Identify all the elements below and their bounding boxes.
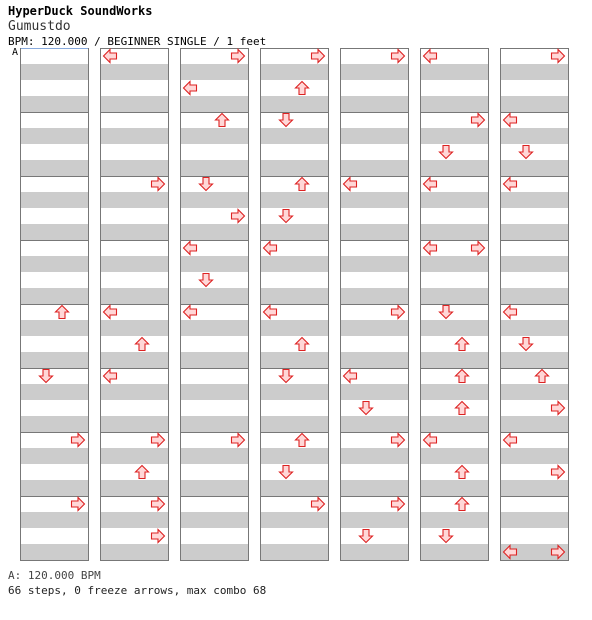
beat-stripe bbox=[420, 64, 488, 80]
bpm-summary: A: 120.000 BPM bbox=[8, 569, 101, 582]
beat-stripe bbox=[20, 352, 88, 368]
left-arrow-icon bbox=[424, 178, 437, 191]
right-arrow-icon bbox=[152, 178, 165, 191]
left-arrow-icon bbox=[184, 242, 197, 255]
beat-stripe bbox=[180, 192, 248, 208]
up-arrow-icon bbox=[536, 370, 549, 383]
beat-stripe bbox=[260, 480, 328, 496]
beat-stripe bbox=[180, 288, 248, 304]
beat-stripe bbox=[180, 512, 248, 528]
beat-stripe bbox=[260, 96, 328, 112]
beat-stripe bbox=[420, 512, 488, 528]
beat-stripe bbox=[180, 320, 248, 336]
beat-stripe bbox=[100, 256, 168, 272]
left-arrow-icon bbox=[184, 306, 197, 319]
beat-stripe bbox=[100, 480, 168, 496]
left-arrow-icon bbox=[424, 50, 437, 63]
beat-stripe bbox=[500, 96, 568, 112]
beat-stripe bbox=[260, 416, 328, 432]
down-arrow-icon bbox=[440, 306, 453, 319]
beat-stripe bbox=[20, 288, 88, 304]
beat-stripe bbox=[500, 480, 568, 496]
beat-stripe bbox=[500, 192, 568, 208]
left-arrow-icon bbox=[504, 306, 517, 319]
up-arrow-icon bbox=[136, 338, 149, 351]
right-arrow-icon bbox=[232, 210, 245, 223]
right-arrow-icon bbox=[552, 402, 565, 415]
beat-stripe bbox=[20, 224, 88, 240]
beat-stripe bbox=[180, 480, 248, 496]
beat-stripe bbox=[340, 512, 408, 528]
beat-stripe bbox=[100, 512, 168, 528]
beat-stripe bbox=[420, 256, 488, 272]
right-arrow-icon bbox=[472, 114, 485, 127]
beat-stripe bbox=[500, 512, 568, 528]
beat-stripe bbox=[500, 224, 568, 240]
down-arrow-icon bbox=[280, 370, 293, 383]
beat-stripe bbox=[500, 64, 568, 80]
beat-stripe bbox=[420, 96, 488, 112]
beat-stripe bbox=[180, 384, 248, 400]
up-arrow-icon bbox=[296, 82, 309, 95]
beat-stripe bbox=[340, 416, 408, 432]
beat-stripe bbox=[260, 224, 328, 240]
beat-stripe bbox=[180, 256, 248, 272]
up-arrow-icon bbox=[296, 338, 309, 351]
beat-stripe bbox=[340, 192, 408, 208]
beat-stripe bbox=[180, 416, 248, 432]
right-arrow-icon bbox=[552, 50, 565, 63]
beat-stripe bbox=[340, 480, 408, 496]
beat-stripe bbox=[100, 96, 168, 112]
chart-column-5 bbox=[340, 49, 409, 561]
beat-stripe bbox=[20, 256, 88, 272]
beat-stripe bbox=[420, 128, 488, 144]
up-arrow-icon bbox=[136, 466, 149, 479]
bpm-marker-label: A bbox=[12, 47, 19, 58]
beat-stripe bbox=[260, 352, 328, 368]
beat-stripe bbox=[100, 416, 168, 432]
beat-stripe bbox=[420, 160, 488, 176]
up-arrow-icon bbox=[456, 466, 469, 479]
beat-stripe bbox=[180, 160, 248, 176]
beat-stripe bbox=[340, 224, 408, 240]
beat-stripe bbox=[420, 544, 488, 560]
beat-stripe bbox=[500, 384, 568, 400]
down-arrow-icon bbox=[200, 178, 213, 191]
up-arrow-icon bbox=[456, 402, 469, 415]
beat-stripe bbox=[100, 288, 168, 304]
beat-stripe bbox=[340, 384, 408, 400]
beat-stripe bbox=[420, 224, 488, 240]
up-arrow-icon bbox=[296, 434, 309, 447]
down-arrow-icon bbox=[520, 146, 533, 159]
beat-stripe bbox=[500, 448, 568, 464]
beat-stripe bbox=[100, 384, 168, 400]
beat-stripe bbox=[260, 128, 328, 144]
left-arrow-icon bbox=[504, 178, 517, 191]
beat-stripe bbox=[20, 512, 88, 528]
beat-stripe bbox=[100, 448, 168, 464]
left-arrow-icon bbox=[424, 434, 437, 447]
right-arrow-icon bbox=[392, 434, 405, 447]
beat-stripe bbox=[260, 384, 328, 400]
down-arrow-icon bbox=[360, 402, 373, 415]
right-arrow-icon bbox=[392, 498, 405, 511]
beat-stripe bbox=[20, 448, 88, 464]
right-arrow-icon bbox=[152, 530, 165, 543]
beat-stripe bbox=[180, 64, 248, 80]
up-arrow-icon bbox=[296, 178, 309, 191]
beat-stripe bbox=[180, 224, 248, 240]
beat-stripe bbox=[260, 448, 328, 464]
beat-stripe bbox=[180, 352, 248, 368]
beat-stripe bbox=[340, 64, 408, 80]
beat-stripe bbox=[100, 224, 168, 240]
beat-stripe bbox=[20, 416, 88, 432]
beat-stripe bbox=[420, 384, 488, 400]
right-arrow-icon bbox=[312, 498, 325, 511]
beat-stripe bbox=[20, 192, 88, 208]
studio-name: HyperDuck SoundWorks bbox=[8, 4, 153, 18]
beat-stripe bbox=[500, 160, 568, 176]
beat-stripe bbox=[20, 64, 88, 80]
right-arrow-icon bbox=[232, 50, 245, 63]
beat-stripe bbox=[420, 448, 488, 464]
down-arrow-icon bbox=[200, 274, 213, 287]
up-arrow-icon bbox=[456, 498, 469, 511]
down-arrow-icon bbox=[40, 370, 53, 383]
beat-stripe bbox=[500, 416, 568, 432]
beat-stripe bbox=[500, 320, 568, 336]
beat-stripe bbox=[260, 320, 328, 336]
right-arrow-icon bbox=[152, 498, 165, 511]
beat-stripe bbox=[260, 192, 328, 208]
chart-info: BPM: 120.000 / BEGINNER SINGLE / 1 feet bbox=[8, 35, 267, 48]
right-arrow-icon bbox=[392, 50, 405, 63]
up-arrow-icon bbox=[456, 338, 469, 351]
left-arrow-icon bbox=[104, 306, 117, 319]
beat-stripe bbox=[500, 352, 568, 368]
beat-stripe bbox=[500, 256, 568, 272]
right-arrow-icon bbox=[152, 434, 165, 447]
beat-stripe bbox=[340, 128, 408, 144]
beat-stripe bbox=[340, 96, 408, 112]
right-arrow-icon bbox=[552, 466, 565, 479]
left-arrow-icon bbox=[344, 370, 357, 383]
left-arrow-icon bbox=[184, 82, 197, 95]
beat-stripe bbox=[340, 544, 408, 560]
beat-stripe bbox=[260, 64, 328, 80]
beat-stripe bbox=[420, 416, 488, 432]
left-arrow-icon bbox=[104, 370, 117, 383]
beat-stripe bbox=[420, 320, 488, 336]
beat-stripe bbox=[260, 160, 328, 176]
right-arrow-icon bbox=[392, 306, 405, 319]
down-arrow-icon bbox=[360, 530, 373, 543]
left-arrow-icon bbox=[424, 242, 437, 255]
beat-stripe bbox=[260, 544, 328, 560]
beat-stripe bbox=[340, 448, 408, 464]
beat-stripe bbox=[20, 96, 88, 112]
right-arrow-icon bbox=[72, 434, 85, 447]
beat-stripe bbox=[500, 128, 568, 144]
beat-stripe bbox=[100, 544, 168, 560]
beat-stripe bbox=[260, 512, 328, 528]
beat-stripe bbox=[100, 128, 168, 144]
beat-stripe bbox=[180, 448, 248, 464]
up-arrow-icon bbox=[456, 370, 469, 383]
left-arrow-icon bbox=[504, 114, 517, 127]
beat-stripe bbox=[180, 128, 248, 144]
beat-stripe bbox=[100, 192, 168, 208]
song-title: Gumustdo bbox=[8, 19, 71, 34]
beat-stripe bbox=[20, 480, 88, 496]
beat-stripe bbox=[260, 288, 328, 304]
beat-stripe bbox=[340, 288, 408, 304]
beat-stripe bbox=[20, 384, 88, 400]
beat-stripe bbox=[340, 256, 408, 272]
left-arrow-icon bbox=[264, 242, 277, 255]
beat-stripe bbox=[180, 96, 248, 112]
beat-stripe bbox=[20, 544, 88, 560]
beat-stripe bbox=[100, 320, 168, 336]
beat-stripe bbox=[100, 352, 168, 368]
beat-stripe bbox=[100, 160, 168, 176]
beat-stripe bbox=[420, 288, 488, 304]
beat-stripe bbox=[340, 160, 408, 176]
right-arrow-icon bbox=[472, 242, 485, 255]
beat-stripe bbox=[20, 160, 88, 176]
down-arrow-icon bbox=[520, 338, 533, 351]
right-arrow-icon bbox=[72, 498, 85, 511]
left-arrow-icon bbox=[344, 178, 357, 191]
left-arrow-icon bbox=[504, 434, 517, 447]
up-arrow-icon bbox=[216, 114, 229, 127]
beat-stripe bbox=[420, 192, 488, 208]
beat-stripe bbox=[420, 480, 488, 496]
beat-stripe bbox=[340, 352, 408, 368]
up-arrow-icon bbox=[56, 306, 69, 319]
beat-stripe bbox=[340, 320, 408, 336]
beat-stripe bbox=[100, 64, 168, 80]
beat-stripe bbox=[260, 256, 328, 272]
down-arrow-icon bbox=[280, 114, 293, 127]
steps-summary: 66 steps, 0 freeze arrows, max combo 68 bbox=[8, 584, 267, 597]
down-arrow-icon bbox=[440, 146, 453, 159]
right-arrow-icon bbox=[232, 434, 245, 447]
left-arrow-icon bbox=[104, 50, 117, 63]
down-arrow-icon bbox=[440, 530, 453, 543]
left-arrow-icon bbox=[264, 306, 277, 319]
beat-stripe bbox=[20, 128, 88, 144]
beat-stripe bbox=[20, 320, 88, 336]
beat-stripe bbox=[180, 544, 248, 560]
right-arrow-icon bbox=[312, 50, 325, 63]
down-arrow-icon bbox=[280, 466, 293, 479]
chart-column-1 bbox=[20, 49, 89, 561]
beat-stripe bbox=[420, 352, 488, 368]
down-arrow-icon bbox=[280, 210, 293, 223]
beat-stripe bbox=[500, 288, 568, 304]
